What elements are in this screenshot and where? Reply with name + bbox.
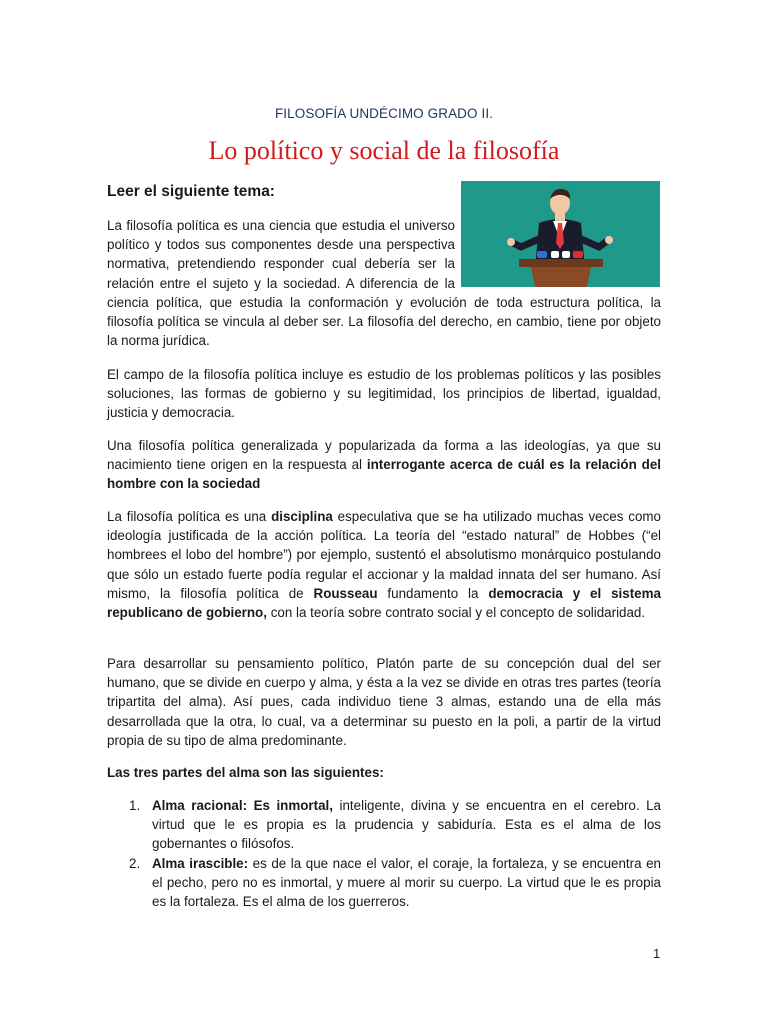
course-header: FILOSOFÍA UNDÉCIMO GRADO II.	[274, 106, 494, 121]
text-segment: La filosofía política es una	[107, 509, 272, 524]
list-item	[107, 796, 661, 854]
list-heading: Las tres partes del alma son las siguientes:	[107, 765, 384, 780]
paragraph-field: El campo de la filosofía política incluye es estudio de los problemas políticos y las posibles soluciones, las formas de gobierno y su legitimidad, los principios de libertad, igualdad, justicia y democracia.	[107, 367, 661, 421]
section-heading: Leer el siguiente tema:	[107, 183, 275, 200]
text-segment: especulativa que se ha utilizado muchas veces como ideología justificada de la acción política. La teoría del “estado natural” de Hobbes (“el hombrees el lobo del hombre”) por ejemplo, sustentó el absolutismo monárquico postulando que sólo un estado fuerte podía regular el accionar y la maldad innata del ser humano. Así mismo, la filosofía política de	[107, 509, 661, 601]
list-item-text: inteligente, divina y se encuentra en el cerebro. La virtud que le es propia es la prudencia y sabiduría. Esta es el alma de los gobernantes o filósofos.	[152, 798, 661, 852]
paragraph-intro	[107, 216, 661, 350]
list-item	[107, 854, 661, 912]
page-number: 1	[653, 946, 661, 961]
paragraph-ideologies-text: Una filosofía política generalizada y popularizada da forma a las ideologías, ya que su nacimiento tiene origen en la respuesta al	[107, 438, 661, 473]
list-item-term: Alma racional:	[152, 798, 248, 813]
list-number: 2.	[129, 855, 141, 871]
bold-segment: disciplina	[271, 509, 333, 524]
list-item-text: es de la que nace el valor, el coraje, la fortaleza, y se encuentra en el pecho, pero no es inmortal, y muere al morir su cuerpo. La virtud que le es propia es la fortaleza. Es el alma de los guerreros.	[152, 855, 661, 910]
text-segment: fundamento la	[377, 585, 489, 601]
page-title: Lo político y social de la filosofía	[208, 136, 560, 165]
list-number: 1.	[129, 798, 141, 813]
bold-segment: democracia y el sistema republicano de gobierno,	[107, 585, 661, 621]
list-item-bold: Es inmortal,	[247, 798, 333, 813]
paragraph-plato: Para desarrollar su pensamiento político, Platón parte de su concepción dual del ser humano, que se divide en cuerpo y alma, y ésta a la vez se divide en otras tres partes (teoría tripartita del alma). Así pues, cada individuo tiene 3 almas, estando una de ella más desarrollada que la otra, lo cual, va a determinar su puesto en la poli, a partir de la virtud propia de su tipo de alma predominante.	[107, 656, 661, 748]
paragraph-ideologies-bold: interrogante acerca de cuál es la relación del hombre con la sociedad	[107, 457, 661, 492]
soul-parts-list	[107, 796, 661, 911]
list-item-term: Alma irascible:	[152, 855, 249, 871]
paragraph-discipline	[107, 507, 661, 622]
paragraph-intro-text: La filosofía política es una ciencia que estudia el universo político y todos sus componentes desde una perspectiva normativa, pretendiendo responder cual debería ser la relación entre el sujeto y la sociedad. A diferencia de la ciencia política, que estudia la conformación y evolución de toda estructura política, la filosofía política se vincula al deber ser. La filosofía del derecho, en cambio, tiene por objeto la norma jurídica.	[107, 218, 661, 349]
paragraph-ideologies	[107, 436, 661, 494]
text-segment: con la teoría sobre contrato social y el concepto de solidaridad.	[266, 605, 646, 621]
figure-spacer	[455, 216, 661, 292]
bold-segment: Rousseau	[313, 585, 378, 601]
